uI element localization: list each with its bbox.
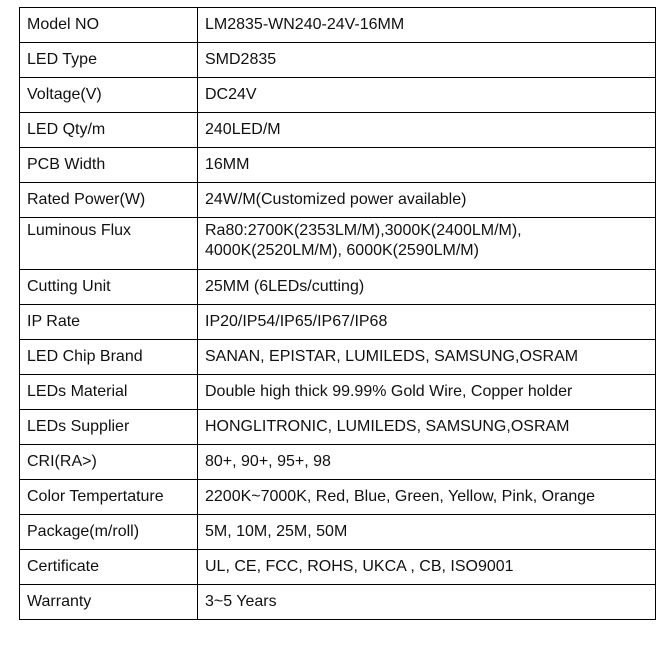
row-value: IP20/IP54/IP65/IP67/IP68: [198, 305, 656, 340]
row-value: DC24V: [198, 78, 656, 113]
row-label: Luminous Flux: [20, 218, 198, 270]
row-value: [198, 218, 656, 270]
table-row-cri: [20, 445, 656, 480]
row-label: LED Qty/m: [20, 113, 198, 148]
row-label: LED Type: [20, 43, 198, 78]
row-value: 24W/M(Customized power available): [198, 183, 656, 218]
row-label: Cutting Unit: [20, 270, 198, 305]
row-value: SANAN, EPISTAR, LUMILEDS, SAMSUNG,OSRAM: [198, 340, 656, 375]
table-row-led-type: [20, 43, 656, 78]
row-label: Color Tempertature: [20, 480, 198, 515]
table-row-certificate: [20, 550, 656, 585]
value-line: 4000K(2520LM/M), 6000K(2590LM/M): [205, 242, 479, 259]
row-value: 240LED/M: [198, 113, 656, 148]
row-label: Voltage(V): [20, 78, 198, 113]
table-row-warranty: [20, 585, 656, 620]
table-row-pcb-width: [20, 148, 656, 183]
table-row-model-no: [20, 8, 656, 43]
row-value: Double high thick 99.99% Gold Wire, Copper holder: [198, 375, 656, 410]
row-label: Package(m/roll): [20, 515, 198, 550]
table-row-color-temperature: [20, 480, 656, 515]
row-label: LED Chip Brand: [20, 340, 198, 375]
spec-table: [19, 7, 656, 620]
table-row-rated-power: [20, 183, 656, 218]
row-value: UL, CE, FCC, ROHS, UKCA , CB, ISO9001: [198, 550, 656, 585]
row-label: Rated Power(W): [20, 183, 198, 218]
table-row-cutting-unit: [20, 270, 656, 305]
value-line: Ra80:2700K(2353LM/M),3000K(2400LM/M),: [205, 222, 522, 239]
row-label: Warranty: [20, 585, 198, 620]
row-value: 2200K~7000K, Red, Blue, Green, Yellow, Pink, Orange: [198, 480, 656, 515]
row-value: 5M, 10M, 25M, 50M: [198, 515, 656, 550]
table-row-leds-supplier: [20, 410, 656, 445]
row-label: IP Rate: [20, 305, 198, 340]
table-row-luminous-flux: [20, 218, 656, 270]
row-label: LEDs Material: [20, 375, 198, 410]
table-row-package: [20, 515, 656, 550]
row-label: Model NO: [20, 8, 198, 43]
row-value: SMD2835: [198, 43, 656, 78]
row-value: 3~5 Years: [198, 585, 656, 620]
table-row-ip-rate: [20, 305, 656, 340]
row-value: 16MM: [198, 148, 656, 183]
row-label: Certificate: [20, 550, 198, 585]
table-row-voltage: [20, 78, 656, 113]
row-label: LEDs Supplier: [20, 410, 198, 445]
table-row-led-chip-brand: [20, 340, 656, 375]
row-value: 25MM (6LEDs/cutting): [198, 270, 656, 305]
row-value: LM2835-WN240-24V-16MM: [198, 8, 656, 43]
row-label: PCB Width: [20, 148, 198, 183]
row-value: 80+, 90+, 95+, 98: [198, 445, 656, 480]
table-row-leds-material: [20, 375, 656, 410]
row-value: HONGLITRONIC, LUMILEDS, SAMSUNG,OSRAM: [198, 410, 656, 445]
row-label: CRI(RA>): [20, 445, 198, 480]
table-row-led-qty: [20, 113, 656, 148]
